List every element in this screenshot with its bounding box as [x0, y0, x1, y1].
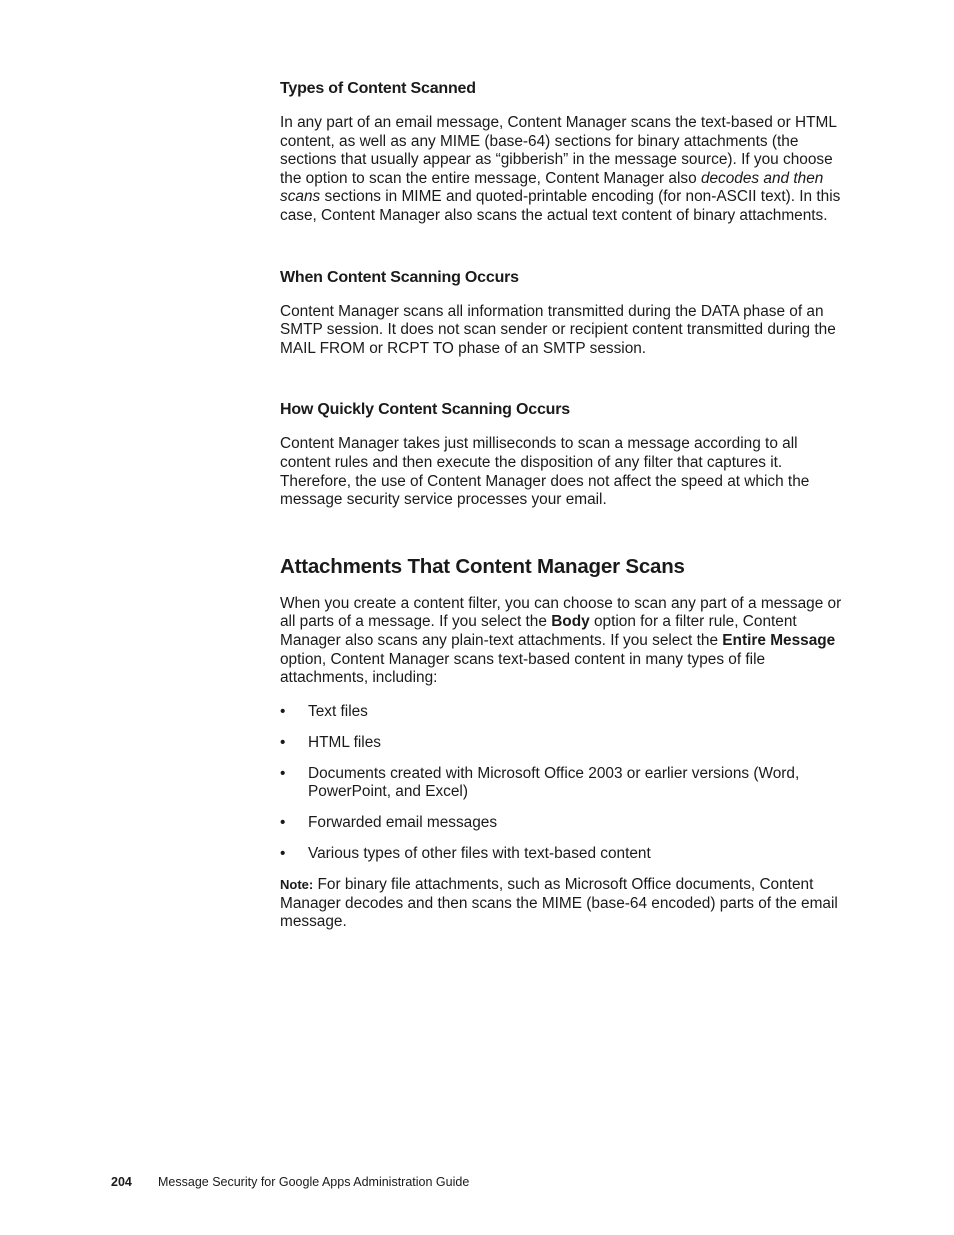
list-item-text: Various types of other files with text-based content: [308, 845, 651, 863]
attachment-type-list: [280, 703, 842, 864]
paragraph-types: [280, 114, 842, 226]
paragraph-text: option, Content Manager scans text-based content in many types of file attachments, including:: [280, 650, 766, 687]
paragraph-quick: Content Manager takes just milliseconds to scan a message according to all content rules and then execute the disposition of any filter that captures it. Therefore, the use of Content Manager does not affect the speed at which the message security service processes your email.: [280, 435, 810, 509]
note-paragraph: [280, 876, 842, 932]
bullet-icon: •: [280, 702, 286, 720]
paragraph-text: When you create a content filter, you can choose to scan any part of a message or all parts of a message. If you select the: [280, 594, 842, 631]
page-footer: [111, 1173, 469, 1191]
bullet-icon: •: [280, 733, 286, 751]
paragraph-text: In any part of an email message, Content Manager scans the text-based or HTML content, as well as any MIME (base-64) sections for binary attachments (the sections that usually appear as “gibberish” in the message source). If you choose the option to scan the entire message, Content Manager also: [280, 114, 837, 187]
list-item: [280, 765, 842, 802]
section-heading-attachments: Attachments That Content Manager Scans: [280, 554, 685, 578]
list-item-text: Documents created with Microsoft Office 2003 or earlier versions (Word, PowerPoint, and Excel): [308, 764, 800, 801]
list-item: [280, 734, 842, 753]
bullet-icon: •: [280, 814, 286, 832]
footer-title: Message Security for Google Apps Administration Guide: [158, 1175, 470, 1189]
note-label: Note:: [280, 877, 314, 893]
list-item-text: Forwarded email messages: [308, 814, 498, 832]
list-item-text: HTML files: [308, 733, 381, 751]
note-text: For binary file attachments, such as Microsoft Office documents, Content Manager decodes and then scans the MIME (base-64 encoded) parts of the email message.: [280, 876, 838, 931]
page-content: [280, 78, 842, 932]
list-item: [280, 814, 842, 833]
bullet-icon: •: [280, 764, 286, 782]
paragraph-text: option for a filter rule, Content Manager also scans any plain-text attachments. If you select the: [280, 613, 797, 649]
bullet-icon: •: [280, 845, 286, 863]
bold-text: Entire Message: [722, 631, 836, 649]
list-item-text: Text files: [308, 702, 368, 720]
section-heading-quick: How Quickly Content Scanning Occurs: [280, 401, 570, 419]
paragraph-text: sections in MIME and quoted-printable encoding (for non-ASCII text). In this case, Content Manager also scans the actual text content of binary attachments.: [280, 188, 841, 224]
section-heading-when: When Content Scanning Occurs: [280, 268, 519, 286]
section-heading-types: Types of Content Scanned: [280, 80, 476, 97]
page-number: 204: [111, 1175, 132, 1189]
emphasis-text: decodes and then scans: [280, 169, 824, 206]
list-item: [280, 845, 842, 864]
bold-text: Body: [551, 613, 590, 631]
paragraph-when: Content Manager scans all information transmitted during the DATA phase of an SMTP session. It does not scan sender or recipient content transmitted during the MAIL FROM or RCPT TO phase of an SMTP session.: [280, 302, 836, 357]
list-item: [280, 703, 842, 722]
paragraph-attachments: [280, 595, 842, 688]
